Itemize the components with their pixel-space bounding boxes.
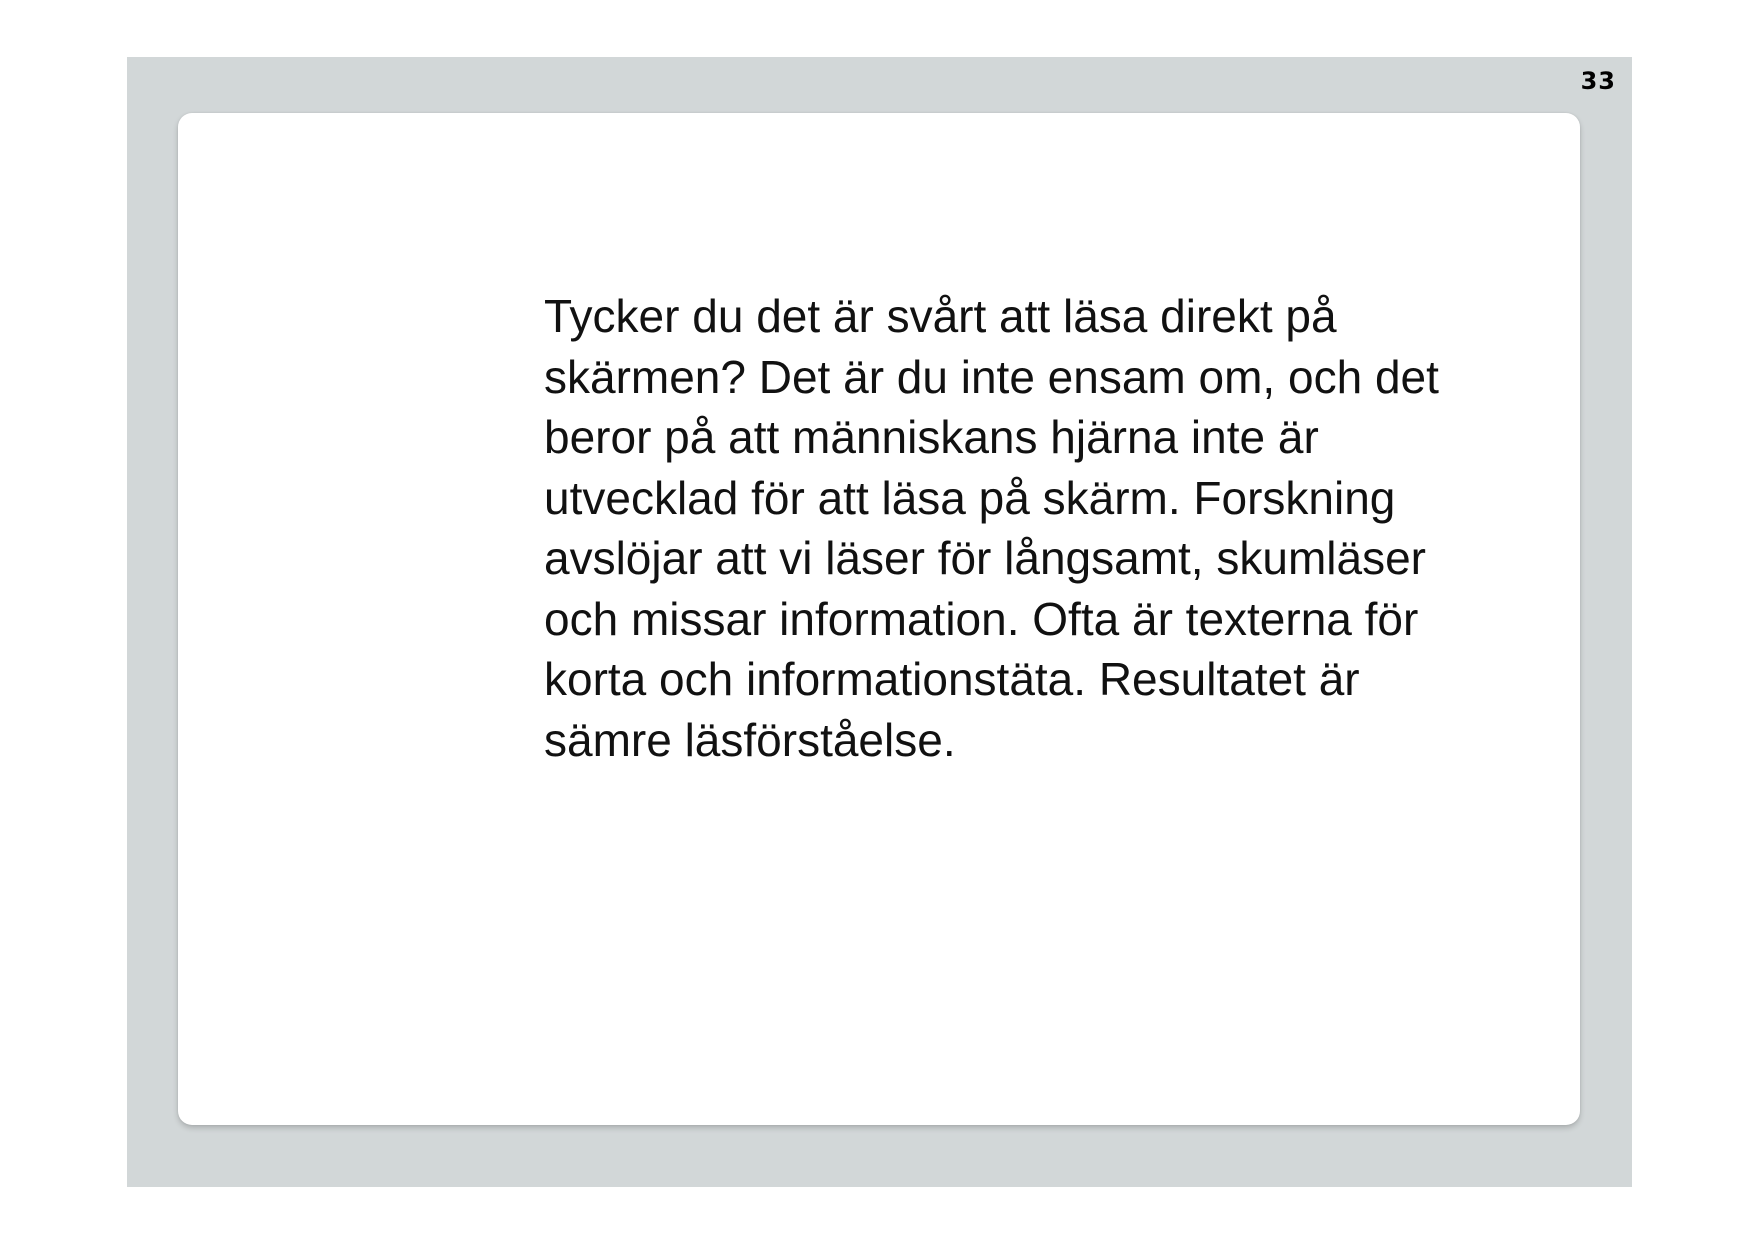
slide-body-text bbox=[544, 286, 1564, 770]
text-line: sämre läsförståelse. bbox=[544, 713, 956, 766]
slide-card bbox=[178, 113, 1580, 1125]
text-line: Tycker du det är svårt att läsa direkt på bbox=[544, 290, 1337, 342]
text-line: skärmen? Det är du inte ensam om, och det bbox=[544, 350, 1439, 403]
text-line: och missar information. Ofta är texterna för bbox=[544, 592, 1419, 645]
text-line: avslöjar att vi läser för långsamt, skumläser bbox=[544, 532, 1426, 584]
text-line: utvecklad för att läsa på skärm. Forskning bbox=[544, 471, 1396, 524]
text-line: korta och informationstäta. Resultatet är bbox=[544, 653, 1360, 705]
page-number: 33 bbox=[1580, 67, 1616, 95]
page-frame bbox=[127, 57, 1632, 1187]
text-line: beror på att människans hjärna inte är bbox=[544, 411, 1319, 463]
